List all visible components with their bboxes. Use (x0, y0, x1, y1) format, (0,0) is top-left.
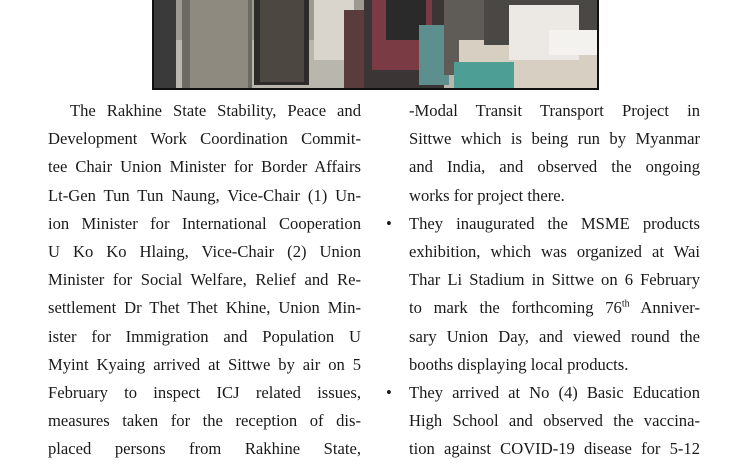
paragraph-line: measures taken for the reception of dis- (48, 411, 361, 431)
paragraph-line (386, 294, 700, 322)
paragraph-line: settlement Dr Thet Thet Khine, Union Min- (48, 298, 361, 318)
paragraph-line: ister for Immigration and Population U (48, 326, 361, 346)
bullet-icon: • (386, 213, 392, 233)
text-fragment: Anniver- (629, 298, 700, 318)
paragraph-line: Lt-Gen Tun Tun Naung, Vice-Chair (1) Un- (48, 185, 361, 205)
paragraph-line: February to inspect ICJ related issues, (48, 383, 361, 403)
paragraph-line: tion against COVID-19 disease for 5-12 (409, 439, 700, 459)
paragraph-line: booths displaying local products. (409, 354, 629, 374)
paragraph-line: sary Union Day, and viewed round the (409, 326, 700, 346)
bullet-text: They inaugurated the MSME products (409, 213, 700, 233)
paragraph-line: exhibition, which was organized at Wai (409, 242, 700, 262)
paragraph-line: U Ko Ko Hlaing, Vice-Chair (2) Union (48, 242, 361, 262)
paragraph-line: placed persons from Rakhine State, (48, 439, 361, 459)
paragraph-line: Development Work Coordination Commit- (48, 129, 361, 149)
right-column (386, 97, 700, 464)
paragraph-line: ion Minister for International Cooperation (48, 213, 361, 233)
bullet-item-msme (386, 210, 700, 379)
bullet-item-school (386, 379, 700, 464)
bullet-line (386, 210, 700, 238)
ordinal-suffix: th (621, 298, 630, 310)
news-photo (152, 0, 599, 90)
paragraph-line: tee Chair Union Minister for Border Affairs (48, 157, 361, 177)
paragraph-line: Minister for Social Welfare, Relief and Re- (48, 270, 361, 290)
paragraph-line: Myint Kyaing arrived at Sittwe by air on 5 (48, 354, 361, 374)
photo-illustration (154, 0, 599, 90)
paragraph-line: Thar Li Stadium in Sittwe on 6 February (409, 270, 700, 290)
bullet-text: They arrived at No (4) Basic Education (409, 383, 700, 403)
left-column (48, 97, 361, 464)
bullet-line (386, 379, 700, 407)
paragraph-line: Sittwe which is being run by Myanmar (409, 129, 700, 149)
paragraph-line: The Rakhine State Stability, Peace and (70, 101, 361, 120)
paragraph-line: -Modal Transit Transport Project in (409, 101, 700, 120)
text-fragment: to mark the forthcoming 76 (409, 298, 622, 318)
paragraph-line: works for project there. (409, 185, 565, 205)
bullet-icon: • (386, 383, 392, 403)
paragraph-line: High School and observed the vaccina- (409, 411, 700, 431)
paragraph-line: and India, and observed the ongoing (409, 157, 700, 177)
